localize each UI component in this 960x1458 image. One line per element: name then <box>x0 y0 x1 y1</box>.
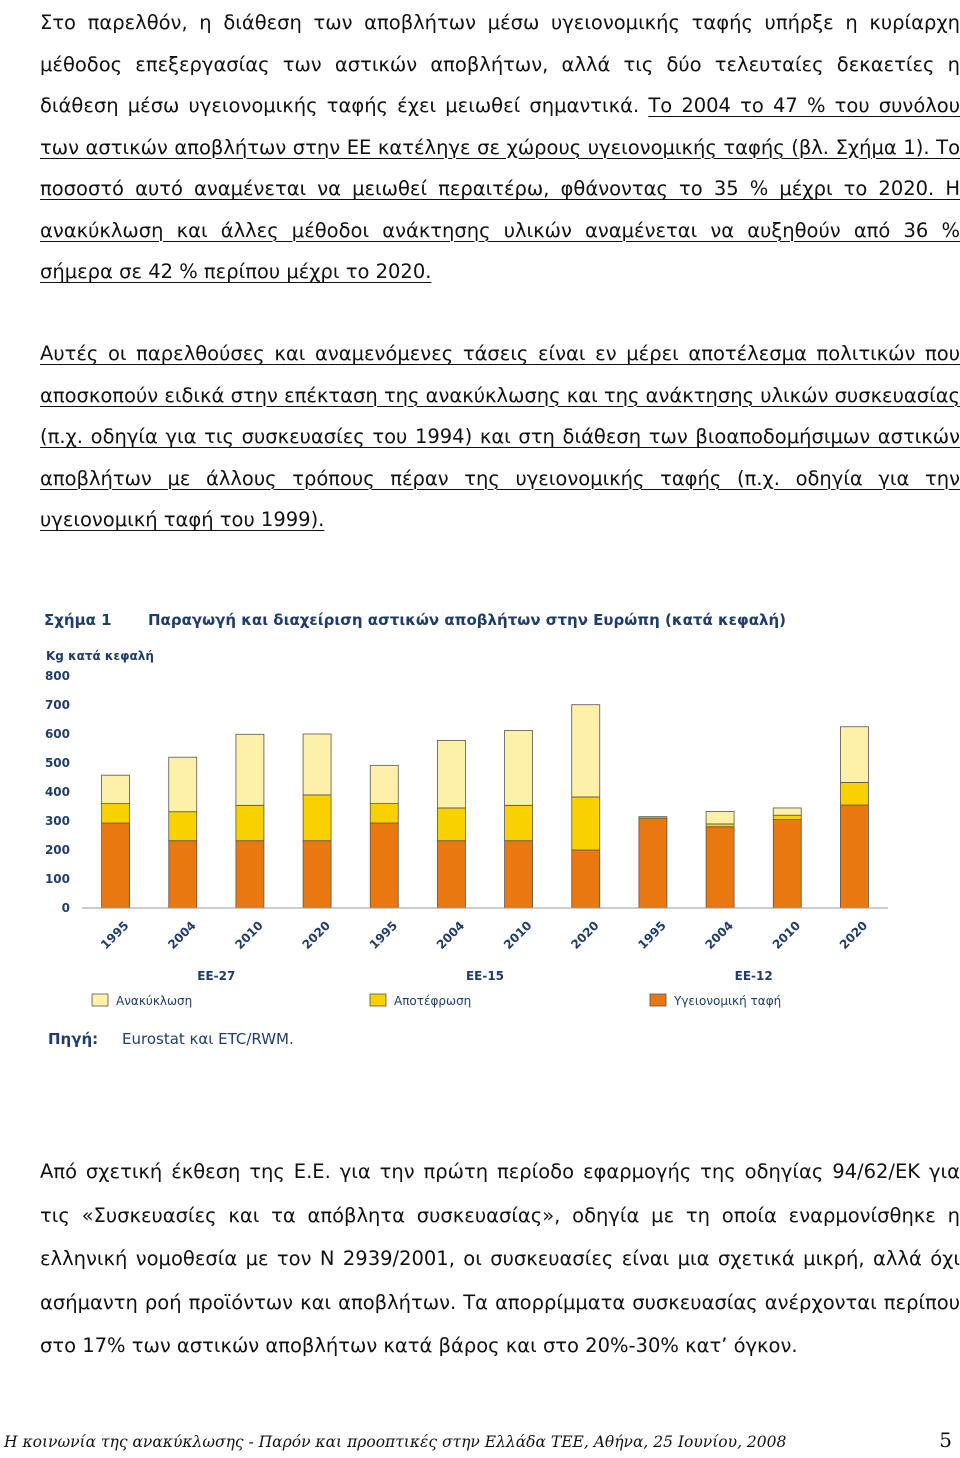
bar-segment <box>303 841 331 908</box>
x-tick-label: 2020 <box>836 918 871 952</box>
bar-segment <box>773 808 801 815</box>
page-number: 5 <box>939 1428 952 1452</box>
bar-segment <box>706 824 734 827</box>
bar-segment <box>773 815 801 819</box>
paragraph-landfill-intro <box>40 2 960 293</box>
x-tick-label: 2010 <box>769 918 804 952</box>
x-tick-label: 2010 <box>500 918 535 952</box>
source-text: Eurostat και ETC/RWM. <box>122 1030 294 1048</box>
bar-segment <box>236 805 264 840</box>
bar-segment <box>706 827 734 908</box>
bar-segment <box>505 841 533 908</box>
group-label: ΕΕ-12 <box>734 969 773 983</box>
x-tick-label: 2020 <box>299 918 334 952</box>
x-tick-label: 1995 <box>366 918 401 952</box>
legend-label: Αποτέφρωση <box>394 994 472 1008</box>
legend-label: Υγειονομική ταφή <box>674 994 782 1008</box>
bar-segment <box>102 823 130 908</box>
paragraph-packaging-report: Από σχετική έκθεση της Ε.Ε. για την πρώτη περίοδο εφαρμογής της οδηγίας 94/62/ΕΚ για τις «Συσκευασίες και τα απόβλητα συσκευασίας», οδηγία με τη οποία εναρμονίσθηκε η ελληνική νομοθεσία με τον Ν 2939/2001, οι συσκευασίες είναι μια σχετικά μικρή, αλλά όχι ασήμαντη ροή προϊόντων και αποβλήτων. Τα απορρίμματα συσκευασίας ανέρχονται περίπου στο 17% των αστικών αποβλήτων κατά βάρος και στο 20%-30% κατ’ όγκον. <box>40 1160 960 1357</box>
bar-segment <box>639 817 667 818</box>
legend-swatch <box>370 994 386 1006</box>
bar-segment <box>572 705 600 797</box>
bar-segment <box>572 850 600 908</box>
paragraph-policy-trends: Αυτές οι παρελθούσες και αναμενόμενες τάσεις είναι εν μέρει αποτέλεσμα πολιτικών που αποσκοπούν ειδικά στην επέκταση της ανακύκλωσης και της ανάκτησης υλικών συσκευασίας (π.χ. οδηγία για τις συσκευασίες του 1994) και στη διάθεση των βιοαποδομήσιμων αστικών αποβλήτων με άλλους τρόπους πέραν της υγειονομικής ταφής (π.χ. οδηγία για την υγειονομική ταφή του 1999). <box>40 342 960 531</box>
x-tick-label: 2004 <box>165 918 199 952</box>
y-tick-label: 200 <box>44 843 70 857</box>
x-tick-label: 1995 <box>635 918 669 952</box>
underlined-statistics-text: Το 2004 το 47 % του συνόλου των αστικών αποβλήτων στην ΕΕ κατέληγε σε χώρους υγειονομικής ταφής (βλ. Σχήμα 1). Το ποσοστό αυτό αναμένεται να μειωθεί περαιτέρω, φθάνοντας το 35 % μέχρι το 2020. Η ανακύκλωση και άλλες μέθοδοι ανάκτησης υλικών αναμένεται να αυξηθούν από 36 % σήμερα σε 42 % περίπου μέχρι το 2020. <box>40 94 960 283</box>
y-tick-label: 500 <box>44 756 70 770</box>
y-tick-label: 100 <box>44 872 70 886</box>
bar-segment <box>169 841 197 908</box>
page-footer: Η κοινωνία της ανακύκλωσης - Παρόν και προοπτικές στην Ελλάδα ΤΕΕ, Αθήνα, 25 Ιουνίου, 2008 <box>4 1433 787 1451</box>
figure-chart <box>36 598 960 1128</box>
figure-label: Σχήμα 1 <box>44 611 112 629</box>
y-tick-label: 400 <box>44 785 70 799</box>
bar-segment <box>437 740 465 808</box>
bar-segment <box>505 805 533 840</box>
legend-swatch <box>650 994 666 1006</box>
bar-segment <box>437 841 465 908</box>
y-tick-label: 0 <box>61 901 70 915</box>
stacked-bar-chart <box>36 598 960 1128</box>
chart-title: Παραγωγή και διαχείριση αστικών αποβλήτων στην Ευρώπη (κατά κεφαλή) <box>148 611 787 629</box>
group-label: ΕΕ-15 <box>465 969 505 983</box>
x-tick-label: 2010 <box>232 918 266 952</box>
bar-segment <box>639 818 667 908</box>
legend-swatch <box>92 994 108 1006</box>
bar-segment <box>236 734 264 805</box>
x-tick-label: 2020 <box>568 918 602 952</box>
bar-segment <box>773 820 801 908</box>
bar-segment <box>437 808 465 841</box>
bar-segment <box>505 731 533 806</box>
y-axis-label: Kg κατά κεφαλή <box>46 649 154 663</box>
x-tick-label: 2004 <box>702 918 737 952</box>
bar-segment <box>169 757 197 812</box>
y-tick-label: 600 <box>44 727 70 741</box>
bar-segment <box>236 841 264 908</box>
bar-segment <box>370 804 398 823</box>
bar-segment <box>840 805 868 908</box>
bar-segment <box>840 727 868 783</box>
legend-label: Ανακύκλωση <box>116 994 193 1008</box>
group-label: ΕΕ-27 <box>197 969 236 983</box>
source-label: Πηγή: <box>48 1030 99 1048</box>
bar-segment <box>370 823 398 908</box>
y-tick-label: 700 <box>44 698 70 712</box>
y-tick-label: 800 <box>44 669 70 683</box>
y-tick-label: 300 <box>44 814 70 828</box>
bar-segment <box>840 782 868 805</box>
bar-segment <box>102 775 130 803</box>
bar-segment <box>102 804 130 823</box>
bar-segment <box>572 797 600 850</box>
x-tick-label: 1995 <box>97 918 132 952</box>
bar-segment <box>370 765 398 803</box>
bar-segment <box>169 812 197 841</box>
paragraph-text: Στο παρελθόν, η διάθεση των αποβλήτων μέσω υγειονομικής ταφής υπήρξε η κυρίαρχη μέθοδος επεξεργασίας των αστικών αποβλήτων, αλλά τις δύο τελευταίες δεκαετίες η διάθεση μέσω υγειονομικής ταφής έχει μειωθεί σημαντικά. <box>40 11 960 117</box>
bar-segment <box>706 811 734 823</box>
x-tick-label: 2004 <box>433 918 468 952</box>
bar-segment <box>303 734 331 795</box>
bar-segment <box>303 795 331 841</box>
